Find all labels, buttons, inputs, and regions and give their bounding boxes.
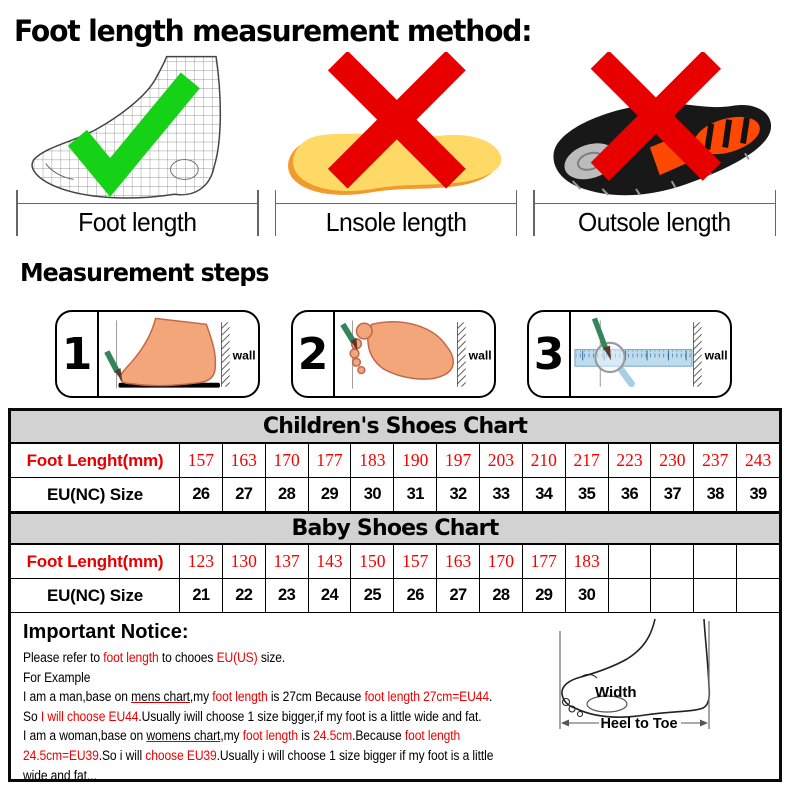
wall-hatch	[458, 322, 466, 386]
insole-illustration	[275, 52, 518, 203]
chart-cell: 32	[436, 478, 479, 511]
chart-cell: 28	[479, 579, 522, 612]
chart-row-label: Foot Lenght(mm)	[26, 551, 164, 571]
chart-row	[11, 478, 779, 512]
chart-row	[11, 579, 779, 613]
heel-to-toe-label: Heel to Toe	[600, 716, 678, 732]
foot-outline-diagram	[547, 617, 775, 769]
chart-cell: 223	[608, 444, 651, 477]
step-3-box	[527, 310, 732, 398]
notice-line: I am a woman,base on womens chart,my foot length is 24.5cm.Because foot length	[23, 728, 461, 744]
method-label: Outsole length	[578, 206, 731, 237]
method-label: Foot length	[78, 206, 197, 237]
chart-cell	[693, 579, 736, 612]
chart-cell: 157	[393, 545, 436, 578]
method-label: Lnsole length	[325, 206, 467, 237]
chart-cell: 33	[479, 478, 522, 511]
foot-outline-icon	[562, 619, 709, 717]
width-label: Width	[595, 684, 637, 701]
outsole-length-measure-bracket	[533, 203, 776, 240]
chart-cell: 38	[693, 478, 736, 511]
chart-cell: 31	[393, 478, 436, 511]
notice-line: Please refer to foot length to chooes EU(US) size.	[23, 650, 286, 665]
step-3-illustration	[571, 312, 730, 396]
foot-top-icon	[350, 322, 453, 379]
chart-cell: 130	[222, 545, 265, 578]
chart-cell: 230	[650, 444, 693, 477]
notice-line: I am a man,base on mens chart,my foot length is 27cm Because foot length 27cm=EU44.	[23, 689, 493, 705]
notice-line: So I will choose EU44.Usually iwill choose 1 size bigger,if my foot is a little wide and fat.	[23, 708, 482, 724]
wall-label: wall	[232, 348, 256, 363]
chart-cell: 30	[565, 579, 608, 612]
chart-cell: 34	[522, 478, 565, 511]
size-chart-table	[8, 408, 782, 782]
outsole-icon	[533, 52, 776, 203]
notice-line: wide and fat...	[23, 767, 97, 783]
chart-cell	[608, 545, 651, 578]
chart-cell: 163	[222, 444, 265, 477]
chart-cell: 26	[179, 478, 222, 511]
chart-cell: 23	[265, 579, 308, 612]
chart-cell: 35	[565, 478, 608, 511]
page-title: Foot length measurement method:	[14, 14, 532, 48]
measurement-methods-row	[16, 52, 776, 240]
wall-hatch	[222, 322, 230, 386]
chart-cell: 29	[308, 478, 351, 511]
foot-side-illustration	[99, 312, 258, 396]
notice-text	[23, 648, 568, 785]
chart-row-label: Foot Lenght(mm)	[26, 450, 164, 470]
method-insole-length	[275, 52, 518, 240]
notice-line: 24.5cm=EU39.So i will choose EU39.Usually i will choose 1 size bigger if my foot is a little	[23, 747, 494, 763]
chart-cell: 30	[350, 478, 393, 511]
step-number: 1	[57, 312, 99, 396]
chart-cell: 177	[308, 444, 351, 477]
chart-title: Children's Shoes Chart	[11, 411, 779, 444]
chart-cell	[736, 579, 779, 612]
insole-icon	[275, 52, 518, 203]
insole-length-measure-bracket	[275, 203, 518, 240]
step-2-box	[291, 310, 496, 398]
notice-heading: Important Notice:	[23, 621, 189, 643]
chart-cell	[693, 545, 736, 578]
important-notice-section	[11, 613, 779, 783]
chart-cell: 24	[308, 579, 351, 612]
foot-wireframe-illustration	[16, 52, 259, 203]
chart-cell: 243	[736, 444, 779, 477]
chart-cell: 29	[522, 579, 565, 612]
method-outsole-length	[533, 52, 776, 240]
ruler-illustration	[571, 312, 730, 396]
chart-cell: 170	[265, 444, 308, 477]
chart-cell	[608, 579, 651, 612]
chart-cell: 170	[479, 545, 522, 578]
chart-row	[11, 545, 779, 579]
foot-top-illustration	[335, 312, 494, 396]
chart-cell: 197	[436, 444, 479, 477]
wireframe-foot-icon	[16, 52, 259, 203]
chart-cell: 21	[179, 579, 222, 612]
chart-cell: 143	[308, 545, 351, 578]
chart-row	[11, 444, 779, 478]
chart-cell: 183	[350, 444, 393, 477]
chart-cell: 25	[350, 579, 393, 612]
measurement-steps-row	[55, 310, 732, 398]
chart-cell: 27	[222, 478, 265, 511]
chart-cell	[650, 579, 693, 612]
foot-length-measure-bracket	[16, 203, 259, 240]
chart-cell: 22	[222, 579, 265, 612]
chart-title: Baby Shoes Chart	[11, 512, 779, 545]
wall-label: wall	[468, 348, 492, 363]
chart-cell: 26	[393, 579, 436, 612]
chart-cell: 210	[522, 444, 565, 477]
chart-cell: 177	[522, 545, 565, 578]
steps-heading: Measurement steps	[20, 258, 269, 287]
chart-cell: 203	[479, 444, 522, 477]
chart-row-label: EU(NC) Size	[46, 484, 144, 504]
chart-cell: 123	[179, 545, 222, 578]
pencil-icon	[107, 352, 123, 382]
step-number: 3	[529, 312, 571, 396]
chart-cell	[736, 545, 779, 578]
chart-cell: 150	[350, 545, 393, 578]
chart-row-label: EU(NC) Size	[46, 585, 144, 605]
chart-cell: 27	[436, 579, 479, 612]
chart-cell: 190	[393, 444, 436, 477]
chart-cell: 37	[650, 478, 693, 511]
notice-line: For Example	[23, 669, 91, 685]
chart-cell: 39	[736, 478, 779, 511]
step-2-illustration	[335, 312, 494, 396]
ruler-icon	[575, 350, 692, 367]
chart-cell: 157	[179, 444, 222, 477]
chart-cell: 36	[608, 478, 651, 511]
outsole-illustration	[533, 52, 776, 203]
chart-cell: 163	[436, 545, 479, 578]
wall-label: wall	[704, 348, 728, 363]
charts-container	[11, 411, 779, 613]
chart-cell	[650, 545, 693, 578]
pencil-icon	[343, 324, 358, 350]
step-1-box	[55, 310, 260, 398]
chart-cell: 237	[693, 444, 736, 477]
step-1-illustration	[99, 312, 258, 396]
foot-side-icon	[120, 318, 215, 385]
chart-cell: 137	[265, 545, 308, 578]
chart-cell: 183	[565, 545, 608, 578]
chart-cell: 28	[265, 478, 308, 511]
step-number: 2	[293, 312, 335, 396]
method-foot-length	[16, 52, 259, 240]
wall-hatch	[694, 322, 702, 386]
chart-cell: 217	[565, 444, 608, 477]
